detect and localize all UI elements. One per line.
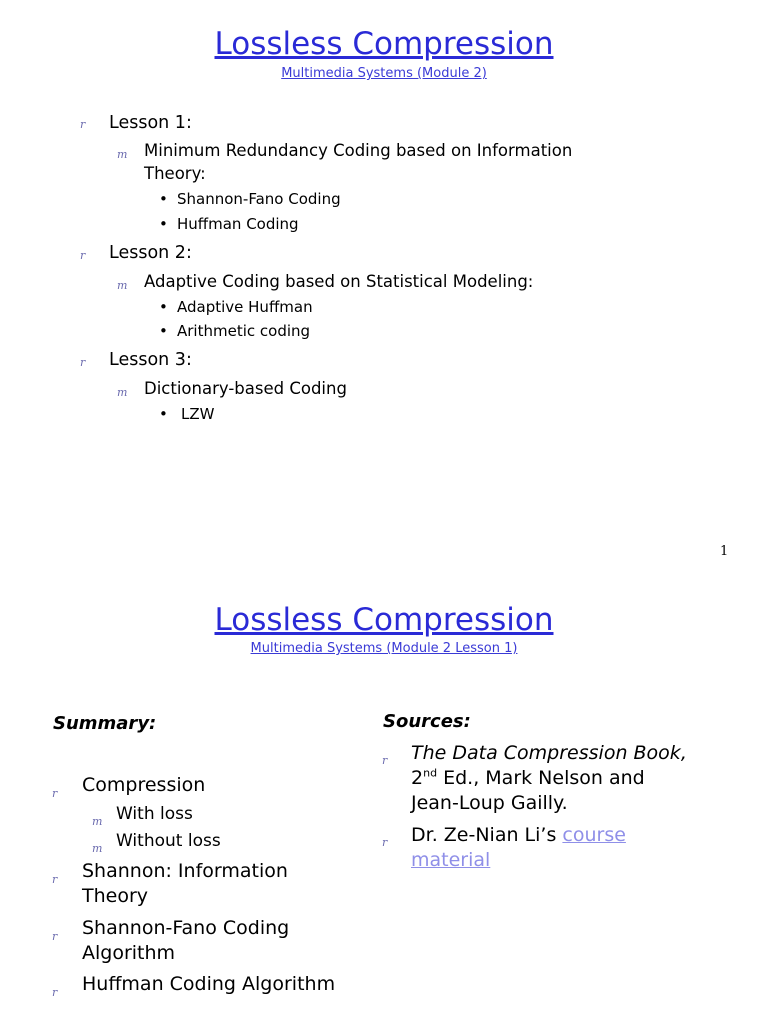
lesson-3-topic: Dictionary-based Coding xyxy=(144,379,347,398)
level2-marker: m xyxy=(92,842,103,855)
lesson-1-topic-line1: Minimum Redundancy Coding based on Information xyxy=(144,141,573,160)
level1-marker: r xyxy=(52,787,58,800)
course-material-link[interactable]: course xyxy=(562,824,626,846)
lesson-2-item: Adaptive Huffman xyxy=(177,298,313,316)
level2-marker: m xyxy=(92,815,103,828)
lesson-2-topic: Adaptive Coding based on Statistical Modeling: xyxy=(144,272,534,291)
lesson-1-topic-line2: Theory: xyxy=(144,164,206,183)
slide-subtitle: Multimedia Systems (Module 2) xyxy=(281,66,487,81)
sources-heading: Sources: xyxy=(383,711,471,732)
summary-huffman: Huffman Coding Algorithm xyxy=(82,973,336,995)
source-book-line2 xyxy=(411,766,645,791)
slide-title: Lossless Compression xyxy=(214,602,554,638)
source-li-line2 xyxy=(411,848,490,873)
summary-compression: Compression xyxy=(82,774,206,796)
level2-marker: m xyxy=(117,386,128,399)
edition-number: 2 xyxy=(411,767,424,789)
slide-2 xyxy=(0,575,768,1024)
lesson-2-item: Arithmetic coding xyxy=(177,322,311,340)
source-book-line1: The Data Compression Book, xyxy=(411,742,687,764)
edition-authors: Ed., Mark Nelson and xyxy=(437,767,645,789)
level1-marker: r xyxy=(52,986,58,999)
level1-marker: r xyxy=(80,356,86,369)
level1-marker: r xyxy=(80,249,86,262)
level1-marker: r xyxy=(382,836,388,849)
summary-sf-line1: Shannon-Fano Coding xyxy=(82,917,290,939)
level2-marker: m xyxy=(117,279,128,292)
lesson-1-item: Shannon-Fano Coding xyxy=(177,190,341,208)
bullet-marker: • xyxy=(159,405,168,423)
bullet-marker: • xyxy=(159,298,168,316)
source-book-line3: Jean-Loup Gailly. xyxy=(411,792,568,814)
page-number: 1 xyxy=(720,544,729,559)
lesson-1-label: Lesson 1: xyxy=(109,113,192,133)
lesson-2-label: Lesson 2: xyxy=(109,243,192,263)
lesson-3-item: LZW xyxy=(181,405,215,423)
summary-heading: Summary: xyxy=(53,713,157,734)
bullet-marker: • xyxy=(159,215,168,233)
bullet-marker: • xyxy=(159,322,168,340)
lesson-3-label: Lesson 3: xyxy=(109,350,192,370)
edition-suffix: nd xyxy=(423,766,438,780)
summary-shannon-line1: Shannon: Information xyxy=(82,860,288,882)
slide-subtitle: Multimedia Systems (Module 2 Lesson 1) xyxy=(250,641,518,656)
bullet-marker: • xyxy=(159,190,168,208)
level1-marker: r xyxy=(80,118,86,131)
summary-without-loss: Without loss xyxy=(116,831,221,851)
source-li-prefix: Dr. Ze-Nian Li’s xyxy=(411,824,563,846)
summary-with-loss: With loss xyxy=(116,804,193,824)
source-li-line1 xyxy=(411,823,626,848)
summary-sf-line2: Algorithm xyxy=(82,942,176,964)
level1-marker: r xyxy=(382,754,388,767)
slide-title: Lossless Compression xyxy=(214,26,554,62)
lesson-1-item: Huffman Coding xyxy=(177,215,299,233)
level1-marker: r xyxy=(52,930,58,943)
summary-shannon-line2: Theory xyxy=(82,885,149,907)
level2-marker: m xyxy=(117,148,128,161)
course-material-link[interactable]: material xyxy=(411,849,491,871)
level1-marker: r xyxy=(52,873,58,886)
